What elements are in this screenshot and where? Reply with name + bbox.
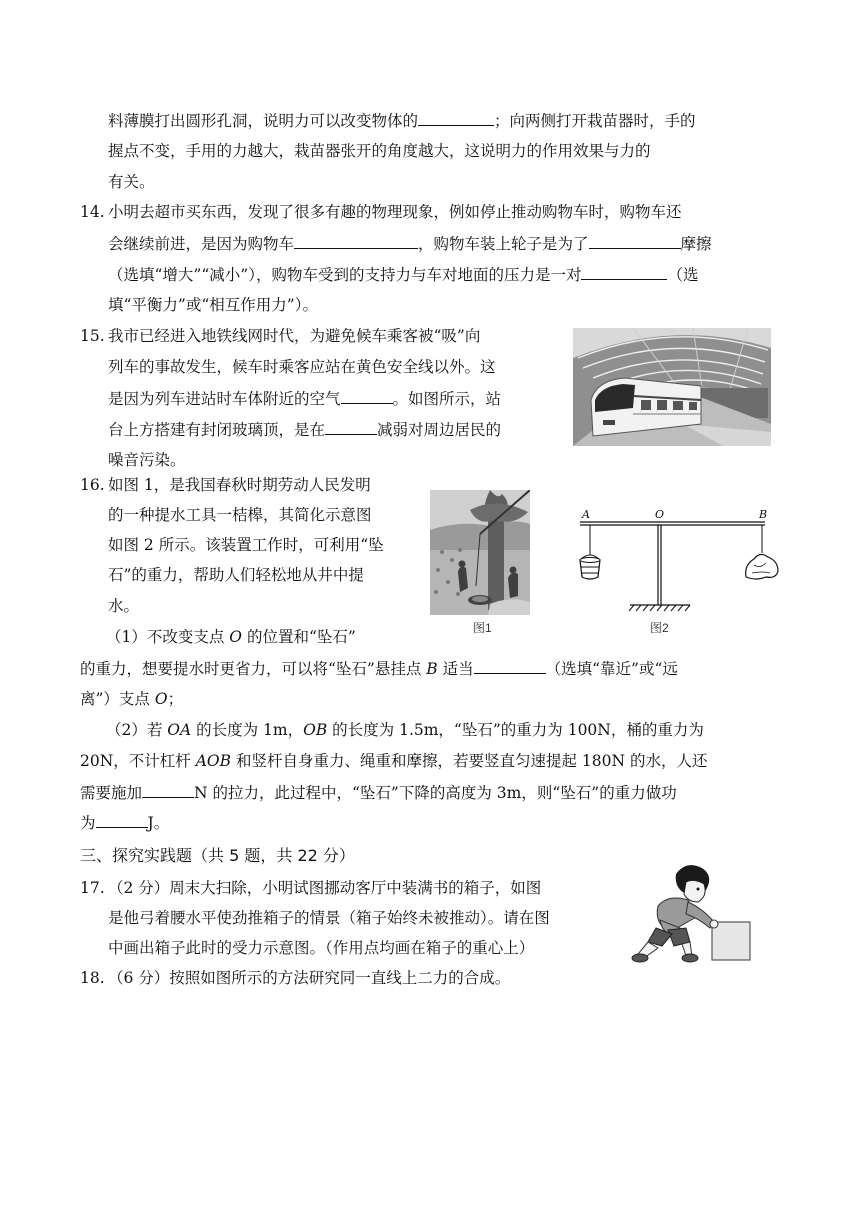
q17-line-2: 是他弓着腰水平使劲推箱子的情景（箱子始终未被推动）。请在图: [108, 909, 550, 927]
q16-text: 需要施加: [80, 784, 143, 802]
q16-line-1: 如图 1，是我国春秋时期劳动人民发明: [108, 476, 371, 494]
answer-blank[interactable]: [96, 812, 148, 828]
q16-line-3: 如图 2 所示。该装置工作时，可利用“坠: [108, 536, 384, 554]
q13-text: 料薄膜打出圆形孔洞，说明力可以改变物体的: [108, 112, 419, 130]
q15-text: 。如图所示，站: [392, 390, 502, 408]
well-sweep-illustration: [430, 490, 530, 615]
q16-sub1-line-3: [80, 689, 183, 709]
answer-blank[interactable]: [294, 233, 418, 249]
q16-text: 的位置和“坠石”: [242, 628, 356, 646]
q16-text: 20N，不计杠杆: [80, 752, 196, 770]
q14-line-3: [108, 264, 698, 285]
q17-number: 17.: [80, 879, 105, 897]
q17-line-1: （2 分）周末大扫除，小明试图挪动客厅中装满书的箱子，如图: [108, 879, 542, 897]
q16-line-5: 水。: [108, 597, 140, 615]
q16-text: N 的拉力，此过程中，“坠石”下降的高度为 3m，则“坠石”的重力做功: [194, 784, 677, 802]
q16-line-2: 的一种提水工具一桔槔，其简化示意图: [108, 506, 372, 524]
q16-sub2-line-2: [80, 751, 707, 771]
q18-number: 18.: [80, 969, 105, 987]
q14-line-1: 小明去超市买东西，发现了很多有趣的物理现象，例如停止推动购物车时，购物车还: [108, 203, 682, 221]
point-o-label: O: [229, 628, 243, 646]
section-heading: 三、探究实践题（共 5 题，共 22 分）: [80, 846, 355, 865]
q15-line-2: 列车的事故发生，候车时乘客应站在黄色安全线以外。这: [108, 358, 496, 376]
q15-line-3: [108, 388, 501, 409]
q14-line-2: [108, 233, 712, 254]
answer-blank[interactable]: [581, 264, 667, 280]
answer-blank[interactable]: [142, 782, 194, 798]
q14-text: ，购物车装上轮子是为了: [418, 235, 589, 253]
q13-line-1: [108, 110, 696, 131]
point-o-label: O: [154, 690, 168, 708]
q16-text: 适当: [437, 660, 474, 678]
q14-text: （选: [667, 266, 699, 284]
boy-pushing-box-illustration: [628, 858, 756, 966]
q16-text: 为: [80, 814, 96, 832]
point-o-label: O: [655, 508, 665, 521]
q15-number: 15.: [80, 327, 105, 345]
q14-number: 14.: [80, 203, 105, 221]
q15-text: 台上方搭建有封闭玻璃顶，是在: [108, 421, 326, 439]
q14-text: 摩擦: [680, 235, 712, 253]
q13-line-3: 有关。: [108, 173, 155, 191]
answer-blank[interactable]: [589, 233, 681, 249]
q16-text: 的长度为 1.5m，“坠石”的重力为 100N，桶的重力为: [327, 721, 704, 739]
q13-line-2: 握点不变，手用的力越大，栽苗器张开的角度越大，这说明力的作用效果与力的: [108, 142, 651, 160]
q16-text: ；: [167, 690, 184, 708]
q16-sub2-line-3: [80, 782, 677, 803]
q16-line-4: 石”的重力，帮助人们轻松地从井中提: [108, 566, 364, 584]
q16-text: 离”）支点: [80, 690, 155, 708]
q16-sub2-line-1: [106, 720, 704, 740]
q15-line-1: 我市已经进入地铁线网时代，为避免候车乘客被“吸”向: [108, 327, 481, 345]
segment-ob-label: OB: [303, 721, 328, 739]
q16-text: 的重力，想要提水时更省力，可以将“坠石”悬挂点: [80, 660, 427, 678]
answer-blank[interactable]: [418, 110, 494, 126]
answer-blank[interactable]: [474, 658, 546, 674]
q14-text: 会继续前进，是因为购物车: [108, 235, 295, 253]
segment-oa-label: OA: [167, 721, 192, 739]
subway-station-photo: [573, 328, 771, 446]
q15-text: 是因为列车进站时车体附近的空气: [108, 390, 341, 408]
figure-1-caption: 图1: [473, 621, 492, 635]
q16-text: （1）不改变支点: [106, 628, 230, 646]
q16-sub1-line-1: [106, 627, 356, 647]
q17-line-3: 中画出箱子此时的受力示意图。（作用点均画在箱子的重心上）: [108, 939, 535, 957]
q16-text: 和竖杆自身重力、绳重和摩擦，若要竖直匀速提起 180N 的水，人还: [231, 752, 708, 770]
q16-text: （2）若: [106, 721, 168, 739]
answer-blank[interactable]: [325, 419, 377, 435]
q16-number: 16.: [80, 476, 105, 494]
q18-line-1: （6 分）按照如图所示的方法研究同一直线上二力的合成。: [108, 969, 511, 987]
point-a-label: A: [582, 508, 590, 521]
q14-text: （选填“增大”“减小”），购物车受到的支持力与车对地面的压力是一对: [108, 266, 582, 284]
point-b-label: B: [426, 660, 438, 678]
q16-sub1-line-2: [80, 658, 678, 679]
q16-sub2-line-4: [80, 812, 169, 833]
q14-line-4: 填“平衡力”或“相互作用力”）。: [108, 296, 318, 314]
point-b-label: B: [759, 508, 768, 521]
q13-text: ；向两侧打开栽苗器时，手的: [494, 112, 696, 130]
q16-text: J。: [147, 814, 170, 832]
q16-text: 的长度为 1m，: [191, 721, 304, 739]
q16-text: （选填“靠近”或“远: [545, 660, 678, 678]
q15-line-5: 噪音污染。: [108, 451, 186, 469]
lever-aob-label: AOB: [195, 752, 232, 770]
answer-blank[interactable]: [341, 388, 393, 404]
q15-text: 减弱对周边居民的: [377, 421, 502, 439]
lever-diagram: [570, 505, 785, 617]
figure-2-caption: 图2: [650, 621, 669, 635]
q15-line-4: [108, 419, 501, 440]
